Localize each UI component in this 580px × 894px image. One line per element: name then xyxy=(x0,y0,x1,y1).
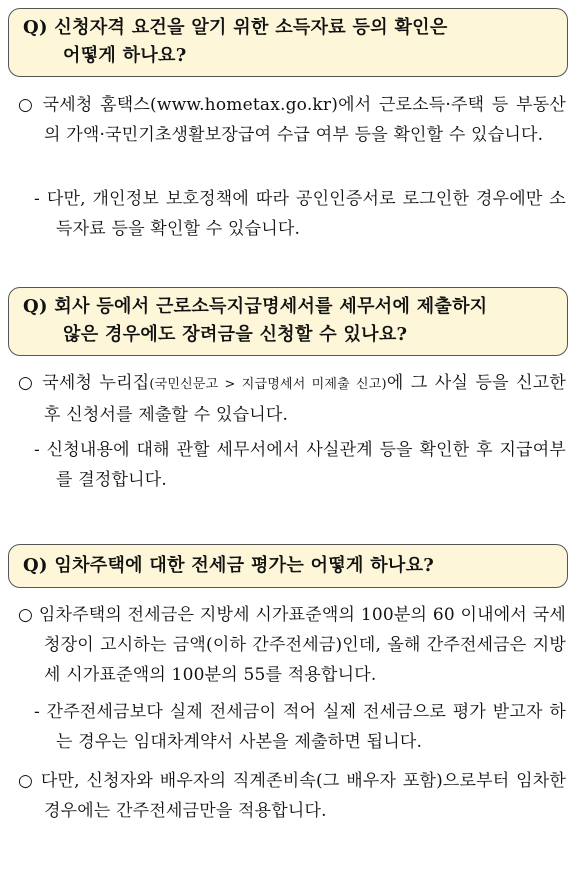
question-label: Q) xyxy=(23,555,48,576)
answer-3-sub xyxy=(34,697,566,757)
answer-text-small: (국민신문고 > 지급명세서 미제출 신고) xyxy=(149,377,387,392)
question-label: Q) xyxy=(23,296,48,317)
answer-2-sub xyxy=(34,435,566,495)
answer-3-extra xyxy=(18,766,566,826)
answer-subtext: - 다만, 개인정보 보호정책에 따라 공인인증서로 로그인한 경우에만 소득자료 등을 확인할 수 있습니다. xyxy=(34,189,566,239)
question-text-line1: 임차주택에 대한 전세금 평가는 어떻게 하나요? xyxy=(54,555,435,576)
answer-text-post: 에 그 사실 등을 신고한 후 신청서를 제출할 수 있습니다. xyxy=(44,373,566,425)
answer-subtext: - 신청내용에 대해 관할 세무서에서 사실관계 등을 확인한 후 지급여부를 결정합니다. xyxy=(34,440,566,490)
question-box-3 xyxy=(8,544,568,588)
question-text-line1: 신청자격 요건을 알기 위한 소득자료 등의 확인은 xyxy=(54,17,448,38)
answer-text: ○ 임차주택의 전세금은 지방세 시가표준액의 100분의 60 이내에서 국세청장이 고시하는 금액(이하 간주전세금)인데, 올해 간주전세금은 지방세 시가표준액의 100분의 55를 적용합니다. xyxy=(18,605,566,685)
answer-text: ○ 국세청 홈택스(www.hometax.go.kr)에서 근로소득·주택 등 부동산의 가액·국민기초생활보장급여 수급 여부 등을 확인할 수 있습니다. xyxy=(18,95,566,145)
question-text-line1: 회사 등에서 근로소득지급명세서를 세무서에 제출하지 xyxy=(54,296,488,317)
answer-text xyxy=(18,368,566,430)
answer-3 xyxy=(18,600,566,690)
answer-text-2: ○ 다만, 신청자와 배우자의 직계존비속(그 배우자 포함)으로부터 임차한 경우에는 간주전세금만을 적용합니다. xyxy=(18,771,566,821)
question-text-line2: 어떻게 하나요? xyxy=(63,45,187,66)
question-box-1 xyxy=(8,8,568,77)
question-box-2 xyxy=(8,287,568,356)
question-label: Q) xyxy=(23,17,48,38)
answer-subtext: - 간주전세금보다 실제 전세금이 적어 실제 전세금으로 평가 받고자 하는 경우는 임대차계약서 사본을 제출하면 됩니다. xyxy=(34,702,566,752)
answer-2 xyxy=(18,368,566,430)
question-text-line2: 않은 경우에도 장려금을 신청할 수 있나요? xyxy=(63,324,408,345)
answer-text-pre: ○ 국세청 누리집 xyxy=(18,373,150,393)
answer-1-sub xyxy=(34,184,566,244)
answer-1 xyxy=(18,90,566,150)
